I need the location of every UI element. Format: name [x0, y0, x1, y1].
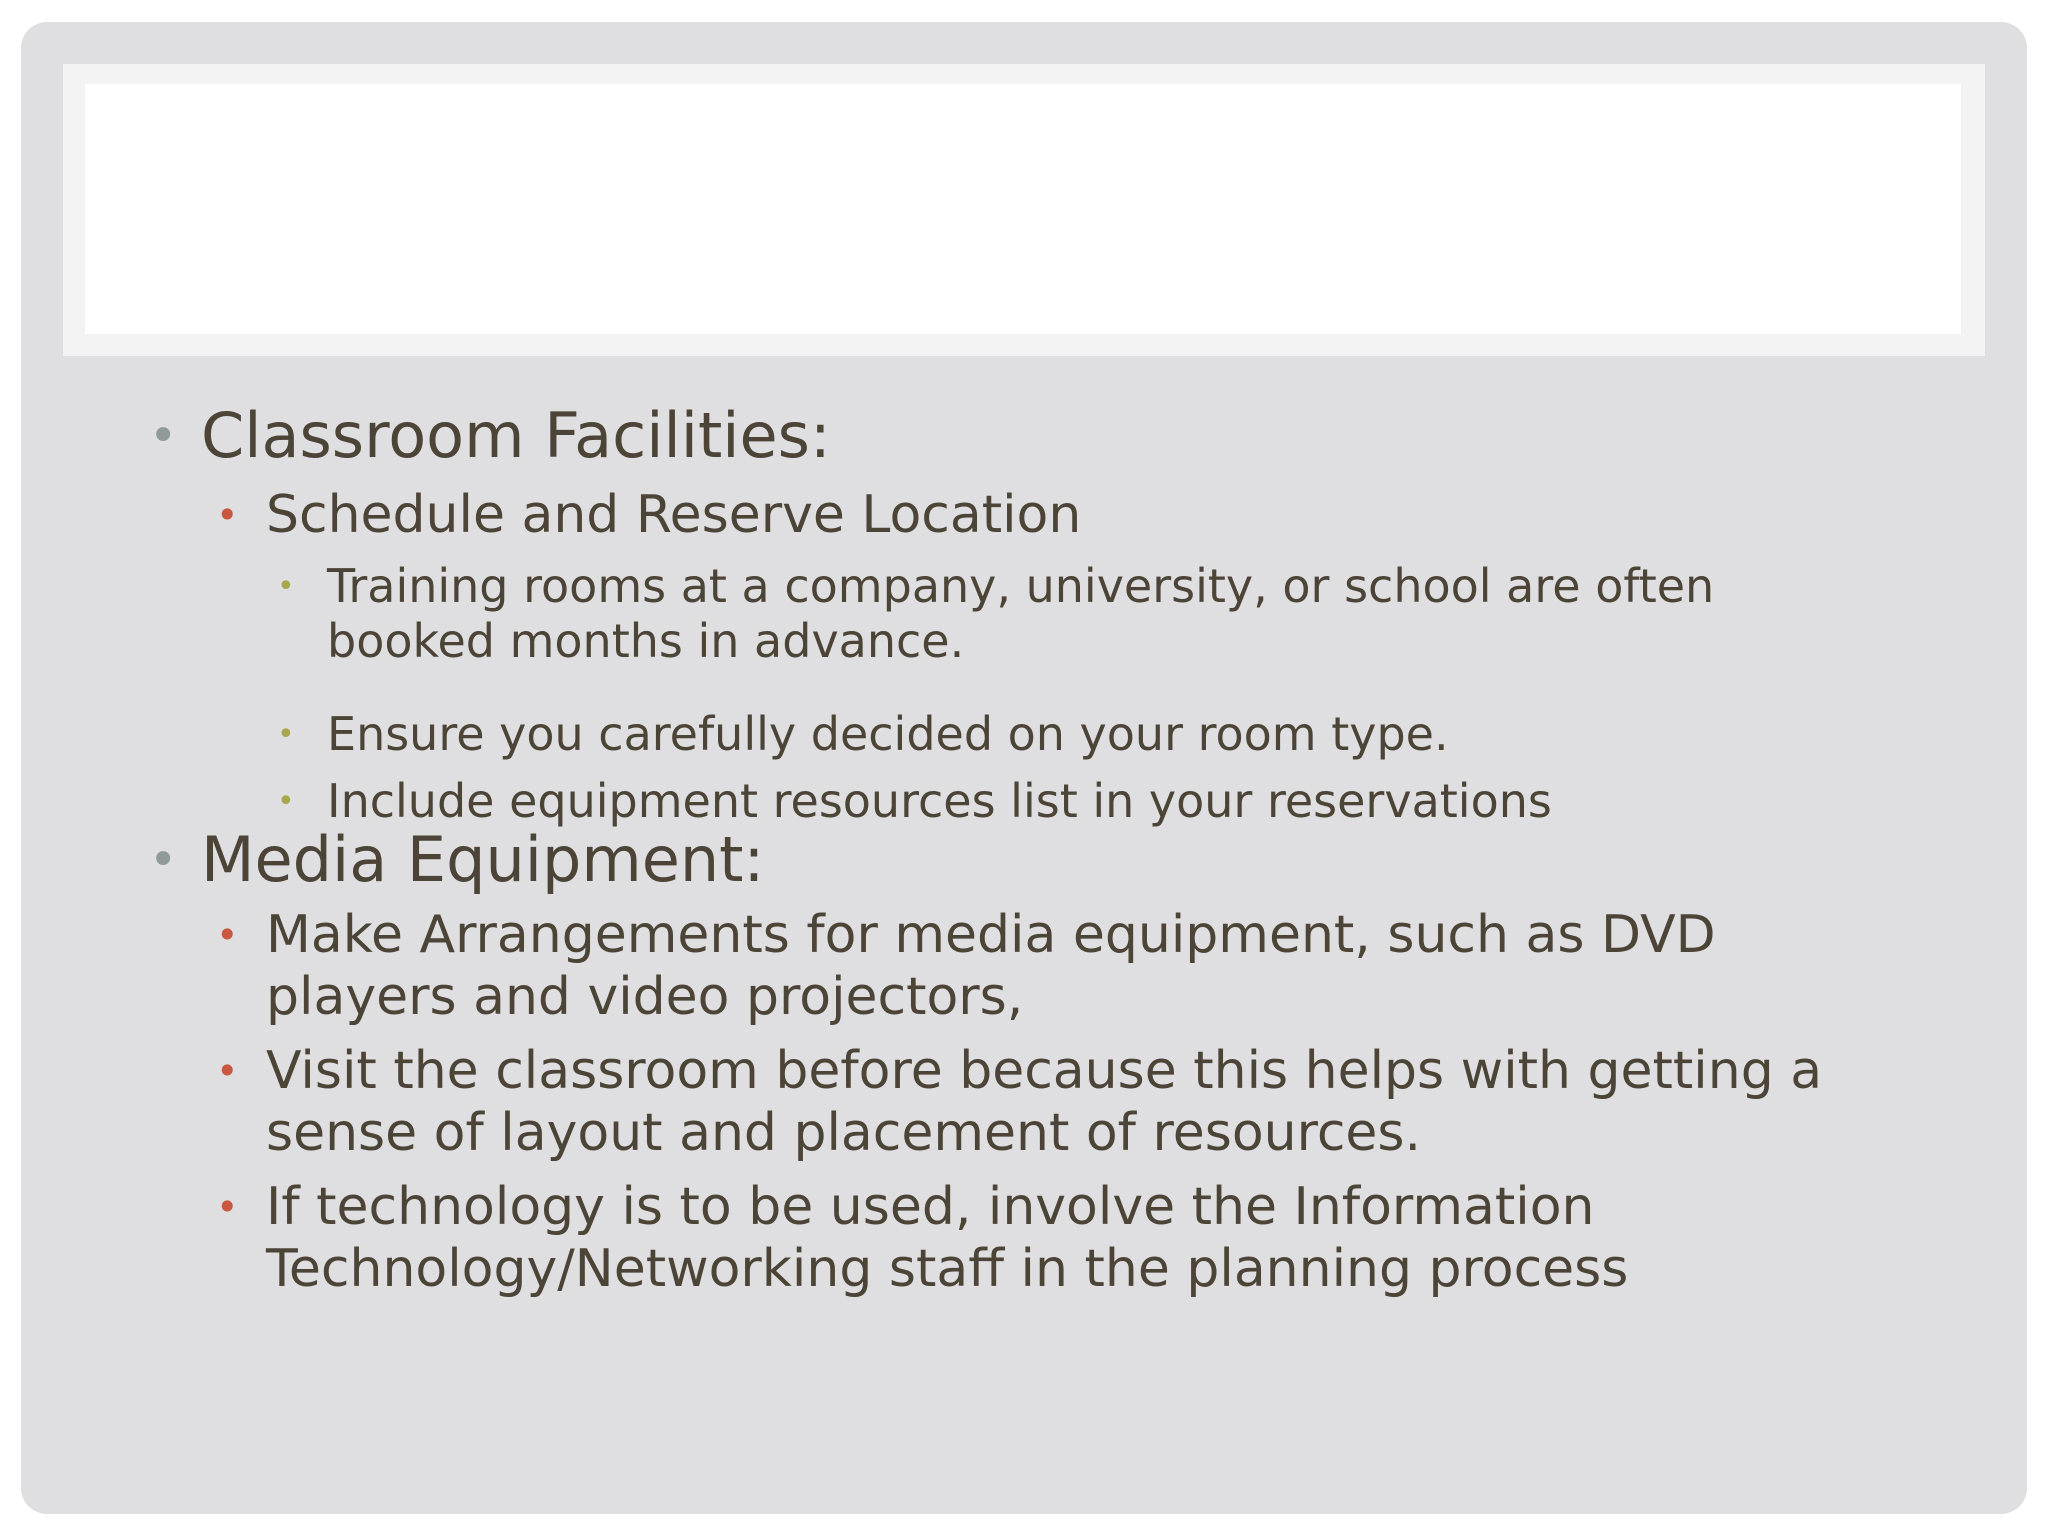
subbullet-text-line1: Make Arrangements for media equipment, such as DVD — [266, 905, 1716, 965]
subbullet-text: Schedule and Reserve Location — [266, 485, 1082, 545]
subbullet-schedule — [216, 484, 1082, 546]
point-text-line1: Training rooms at a company, university, or school are often — [327, 559, 1715, 613]
bullet-dot-icon: • — [216, 1049, 239, 1093]
slide-body — [21, 22, 2027, 1514]
subbullet-technology — [216, 1176, 1629, 1300]
heading-text: Media Equipment: — [201, 823, 765, 896]
bullet-dot-icon: • — [149, 408, 178, 464]
bullet-dot-icon: • — [277, 717, 295, 752]
bullet-dot-icon: • — [149, 832, 178, 888]
bullet-dot-icon: • — [277, 784, 295, 819]
point-text-line2: booked months in advance. — [327, 614, 965, 668]
subbullet-text-line2: sense of layout and placement of resources. — [266, 1103, 1422, 1163]
heading-text: Classroom Facilities: — [201, 399, 831, 472]
bullet-dot-icon: • — [216, 1185, 239, 1229]
bullet-dot-icon: • — [277, 569, 295, 604]
bullet-heading-classroom — [149, 399, 831, 472]
point-training-rooms — [277, 559, 1715, 669]
subbullet-arrangements — [216, 904, 1716, 1028]
subbullet-visit-classroom — [216, 1040, 1823, 1164]
subbullet-text-line2: players and video projectors, — [266, 967, 1024, 1027]
point-text: Include equipment resources list in your reservations — [327, 774, 1552, 828]
subbullet-text-line2: Technology/Networking staff in the planning process — [266, 1239, 1629, 1299]
point-text: Ensure you carefully decided on your room type. — [327, 707, 1449, 761]
point-equipment-list — [277, 774, 1552, 829]
subbullet-text-line1: If technology is to be used, involve the Information — [266, 1177, 1595, 1237]
subbullet-text-line1: Visit the classroom before because this helps with getting a — [266, 1041, 1823, 1101]
point-room-type — [277, 707, 1449, 762]
bullet-dot-icon: • — [216, 493, 239, 537]
bullet-dot-icon: • — [216, 913, 239, 957]
bullet-heading-media — [149, 823, 765, 896]
slide — [21, 22, 2027, 1514]
